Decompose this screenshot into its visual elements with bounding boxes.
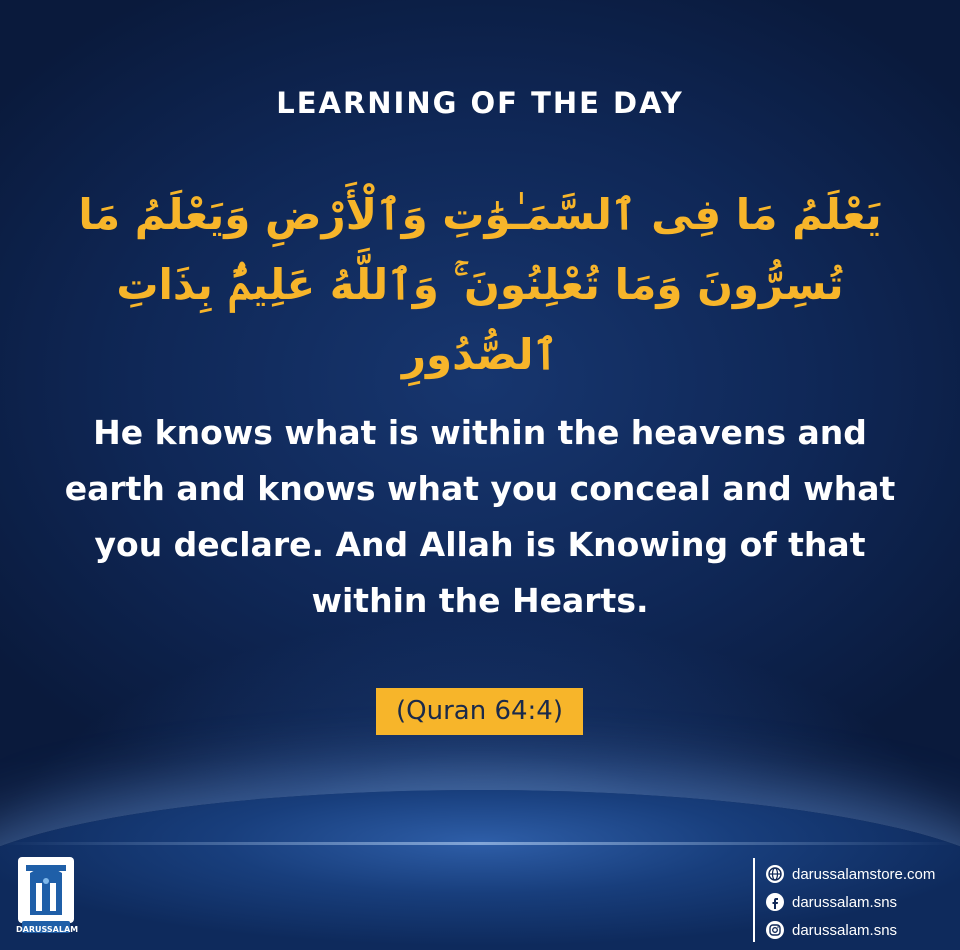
contact-facebook[interactable] <box>766 888 956 916</box>
facebook-icon <box>766 893 784 911</box>
contact-instagram[interactable] <box>766 916 956 944</box>
page-title: LEARNING OF THE DAY <box>276 86 684 120</box>
verse-translation: He knows what is within the heavens and earth and knows what you conceal and what you declare. And Allah is Knowing of that within the Hearts. <box>64 413 896 620</box>
contact-list <box>766 860 956 944</box>
horizon-glow <box>0 842 960 845</box>
arabic-verse: يَعْلَمُ مَا فِى ٱلسَّمَـٰوَٰتِ وَٱلْأَرْضِ وَيَعْلَمُ مَا تُسِرُّونَ وَمَا تُعْلِنُونَ ۚ وَٱللَّهُ عَلِيمٌۢ بِذَاتِ ٱلصُّدُورِ <box>78 190 882 379</box>
instagram-link[interactable]: darussalam.sns <box>792 921 898 939</box>
globe-icon <box>766 865 784 883</box>
facebook-link[interactable]: darussalam.sns <box>792 893 898 911</box>
footer-divider <box>753 858 755 942</box>
instagram-icon <box>766 921 784 939</box>
logo-label: DARUSSALAM <box>16 925 79 934</box>
verse-reference-badge: (Quran 64:4) <box>376 688 583 735</box>
website-link[interactable]: darussalamstore.com <box>792 865 936 883</box>
contact-website[interactable] <box>766 860 956 888</box>
